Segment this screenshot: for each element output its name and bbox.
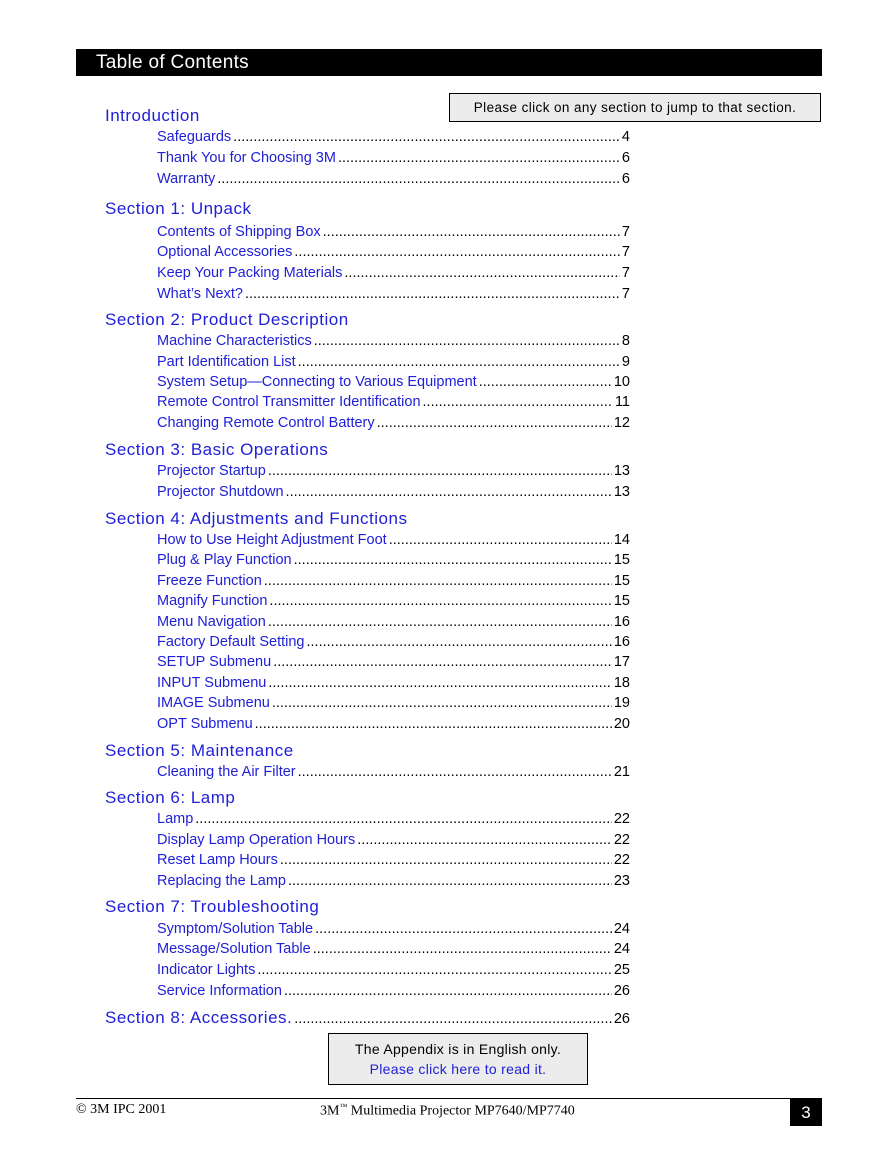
toc-entry-page: 4 (621, 129, 630, 145)
toc-entry-label: System Setup—Connecting to Various Equipment (157, 374, 477, 390)
toc-entry[interactable] (157, 265, 630, 285)
toc-entry[interactable] (157, 573, 630, 593)
leader-dots (280, 852, 612, 868)
appendix-box (328, 1033, 588, 1085)
leader-dots (357, 832, 612, 848)
leader-dots (288, 873, 612, 889)
toc-entry-label: Keep Your Packing Materials (157, 265, 343, 281)
leader-dots (298, 354, 620, 370)
toc-entry[interactable] (157, 941, 630, 961)
leader-dots (284, 983, 612, 999)
toc-entry-label: Changing Remote Control Battery (157, 415, 375, 431)
leader-dots (313, 941, 612, 957)
toc-entry[interactable] (157, 286, 630, 306)
toc-entry-label: Reset Lamp Hours (157, 852, 278, 868)
toc-entry-label: Thank You for Choosing 3M (157, 150, 336, 166)
toc-entry-page: 8 (621, 333, 630, 349)
toc-entry[interactable] (157, 962, 630, 982)
toc-entry-page: 6 (621, 150, 630, 166)
toc-entry[interactable] (157, 764, 630, 784)
leader-dots (286, 484, 612, 500)
leader-dots (314, 333, 620, 349)
section-heading[interactable]: Section 4: Adjustments and Functions (105, 509, 408, 528)
section-heading[interactable]: Section 7: Troubleshooting (105, 897, 320, 916)
toc-entry[interactable] (157, 873, 630, 893)
toc-entry-label: Factory Default Setting (157, 634, 305, 650)
toc-entry-label: Machine Characteristics (157, 333, 312, 349)
leader-dots (255, 716, 612, 732)
toc-entry-label: Menu Navigation (157, 614, 266, 630)
toc-entry-label: Indicator Lights (157, 962, 256, 978)
toc-entry-label: Remote Control Transmitter Identification (157, 394, 421, 410)
toc-entry[interactable] (157, 552, 630, 572)
section-8-title: Section 8: Accessories. (105, 1008, 293, 1027)
toc-entry[interactable] (157, 224, 630, 244)
leader-dots (294, 552, 612, 568)
toc-entry[interactable] (157, 832, 630, 852)
leader-dots (273, 654, 612, 670)
toc-entry-label: INPUT Submenu (157, 675, 267, 691)
toc-entry[interactable] (157, 593, 630, 613)
leader-dots (272, 695, 612, 711)
toc-entry[interactable] (157, 921, 630, 941)
toc-entry-page: 17 (613, 654, 630, 670)
appendix-link[interactable]: Please click here to read it. (369, 1061, 547, 1077)
toc-entry[interactable] (157, 614, 630, 634)
toc-entry-label: Optional Accessories (157, 244, 293, 260)
toc-entry-label: Symptom/Solution Table (157, 921, 314, 937)
toc-entry-page: 15 (613, 573, 630, 589)
toc-entry-page: 22 (613, 832, 630, 848)
toc-entry-page: 20 (613, 716, 630, 732)
toc-entry-page: 13 (613, 463, 630, 479)
toc-entry-label: What’s Next? (157, 286, 243, 302)
toc-entry-page: 9 (621, 354, 630, 370)
leader-dots (323, 224, 620, 240)
toc-entry-label: Part Identification List (157, 354, 296, 370)
leader-dots (389, 532, 612, 548)
leader-dots (423, 394, 613, 410)
toc-entry-page: 12 (613, 415, 630, 431)
toc-entry-label: OPT Submenu (157, 716, 253, 732)
toc-entry-page: 13 (613, 484, 630, 500)
trademark-mark: ™ (339, 1102, 348, 1111)
leader-dots (195, 811, 612, 827)
toc-entry-page: 16 (613, 634, 630, 650)
leader-dots (294, 244, 620, 260)
section-8-page: 26 (613, 1011, 630, 1027)
toc-entry-page: 10 (613, 374, 630, 390)
toc-entry-label: Freeze Function (157, 573, 262, 589)
toc-entry-label: Projector Startup (157, 463, 266, 479)
leader-dots (217, 171, 620, 187)
section-heading[interactable]: Section 3: Basic Operations (105, 440, 329, 459)
toc-entry[interactable] (157, 244, 630, 264)
toc-entry-page: 6 (621, 171, 630, 187)
leader-dots (298, 764, 612, 780)
toc-entry[interactable] (157, 333, 630, 353)
toc-entry-page: 22 (613, 811, 630, 827)
footer-model: Multimedia Projector MP7640/MP7740 (347, 1103, 575, 1119)
toc-entry[interactable] (157, 415, 630, 435)
toc-entry-page: 7 (621, 286, 630, 302)
leader-dots (268, 675, 612, 691)
toc-entry-label: Plug & Play Function (157, 552, 292, 568)
toc-entry[interactable] (157, 532, 630, 552)
section-heading[interactable]: Section 5: Maintenance (105, 741, 294, 760)
toc-entry[interactable] (157, 354, 630, 374)
toc-entry-label: SETUP Submenu (157, 654, 272, 670)
toc-entry-page: 14 (613, 532, 630, 548)
toc-entry-page: 26 (613, 983, 630, 999)
leader-dots (307, 634, 612, 650)
toc-entry-page: 15 (613, 552, 630, 568)
toc-entry-page: 16 (613, 614, 630, 630)
toc-entry[interactable] (157, 634, 630, 654)
toc-entry[interactable] (157, 675, 630, 695)
toc-entry[interactable] (157, 129, 630, 149)
leader-dots (257, 962, 612, 978)
toc-entry-page: 25 (613, 962, 630, 978)
leader-dots (269, 593, 611, 609)
leader-dots (233, 129, 620, 145)
toc-entry-label: Message/Solution Table (157, 941, 311, 957)
toc-entry[interactable] (157, 695, 630, 715)
leader-dots (479, 374, 612, 390)
section-8-link[interactable] (105, 1008, 630, 1030)
toc-entry[interactable] (157, 716, 630, 736)
leader-dots (315, 921, 612, 937)
toc-entry-page: 11 (614, 394, 630, 410)
toc-entry[interactable] (157, 394, 630, 414)
navigation-notice: Please click on any section to jump to that section. (449, 93, 821, 122)
toc-entry-label: Magnify Function (157, 593, 268, 609)
leader-dots (294, 1011, 612, 1027)
leader-dots (264, 573, 612, 589)
toc-entry-page: 23 (613, 873, 630, 889)
toc-entry-label: Cleaning the Air Filter (157, 764, 296, 780)
section-heading[interactable]: Section 6: Lamp (105, 788, 236, 807)
toc-entry-label: Service Information (157, 983, 282, 999)
leader-dots (245, 286, 620, 302)
toc-entry-label: Lamp (157, 811, 194, 827)
toc-entry-page: 15 (613, 593, 630, 609)
toc-entry[interactable] (157, 811, 630, 831)
toc-entry[interactable] (157, 852, 630, 872)
appendix-note: The Appendix is in English only. (354, 1041, 562, 1057)
toc-entry-page: 24 (613, 921, 630, 937)
toc-entry-label: Display Lamp Operation Hours (157, 832, 356, 848)
toc-entry-page: 7 (621, 265, 630, 281)
section-heading[interactable]: Section 2: Product Description (105, 310, 349, 329)
toc-entry-page: 22 (613, 852, 630, 868)
footer-product (320, 1102, 575, 1120)
toc-entry-label: IMAGE Submenu (157, 695, 270, 711)
toc-entry-label: Projector Shutdown (157, 484, 284, 500)
toc-entry[interactable] (157, 150, 630, 170)
toc-entry[interactable] (157, 654, 630, 674)
leader-dots (338, 150, 620, 166)
toc-entry[interactable] (157, 463, 630, 483)
page-number: 3 (790, 1099, 822, 1126)
section-heading[interactable]: Introduction (105, 106, 200, 125)
leader-dots (344, 265, 620, 281)
toc-entry-label: Safeguards (157, 129, 232, 145)
toc-entry-label: How to Use Height Adjustment Foot (157, 532, 387, 548)
toc-entry-page: 19 (613, 695, 630, 711)
page-title: Table of Contents (76, 49, 822, 76)
toc-entry-label: Warranty (157, 171, 216, 187)
toc-entry[interactable] (157, 374, 630, 394)
toc-entry-page: 24 (613, 941, 630, 957)
toc-entry[interactable] (157, 983, 630, 1003)
toc-entry-label: Replacing the Lamp (157, 873, 286, 889)
leader-dots (268, 614, 612, 630)
toc-entry[interactable] (157, 171, 630, 191)
toc-entry-page: 7 (621, 244, 630, 260)
footer-divider (76, 1098, 822, 1099)
toc-entry[interactable] (157, 484, 630, 504)
footer-brand: 3M (320, 1103, 340, 1119)
toc-entry-page: 18 (613, 675, 630, 691)
toc-entry-page: 21 (613, 764, 630, 780)
section-heading[interactable]: Section 1: Unpack (105, 199, 252, 218)
leader-dots (377, 415, 612, 431)
toc-entry-page: 7 (621, 224, 630, 240)
toc-entry-label: Contents of Shipping Box (157, 224, 321, 240)
footer-copyright: © 3M IPC 2001 (76, 1102, 167, 1117)
leader-dots (268, 463, 612, 479)
